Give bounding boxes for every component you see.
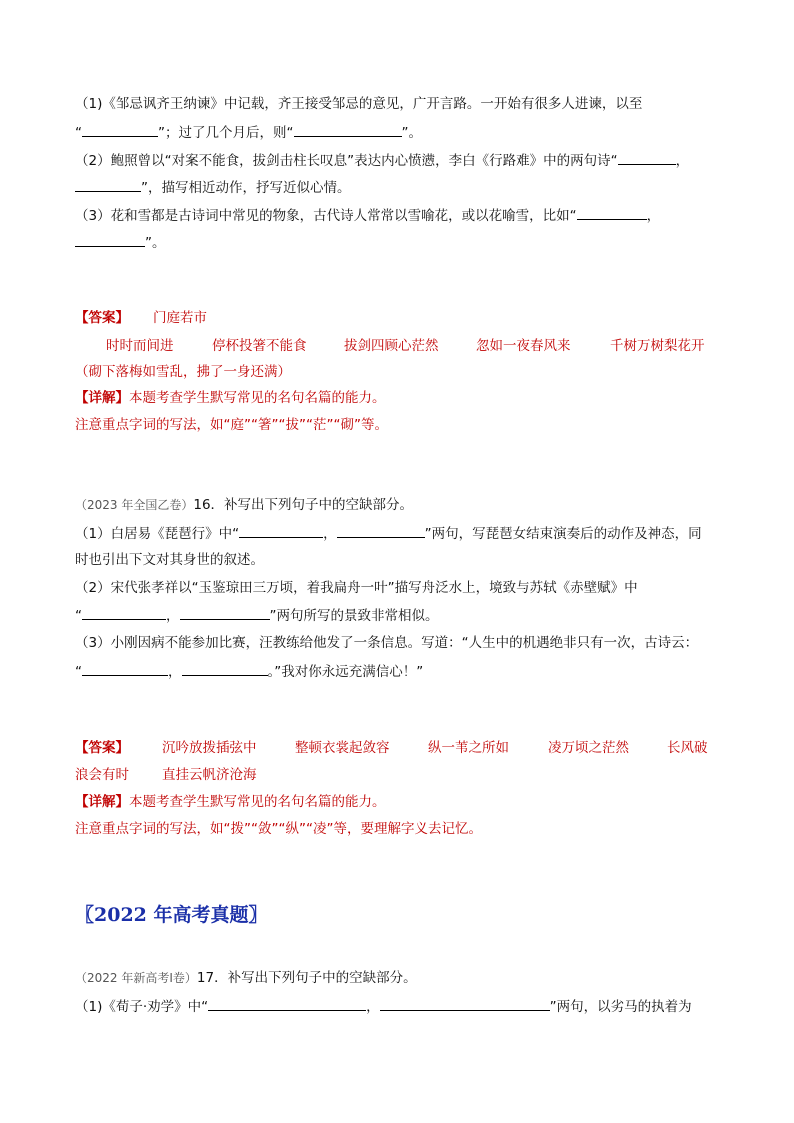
answer-item: 整顿衣裳起敛容 — [295, 740, 390, 756]
question-17-1-line-1: （1)《荀子·劝学》中“ ， ”两句，以劣马的执着为 — [75, 996, 692, 1017]
answer-item: 浪会有时 — [75, 767, 129, 783]
answer-blank[interactable] — [75, 177, 141, 192]
question-source: （2023 年全国乙卷） — [75, 498, 194, 512]
question-3-line-2: ”。 — [75, 232, 166, 253]
answer-item: 停杯投箸不能食 — [212, 338, 307, 354]
answer-item: 凌万顷之茫然 — [548, 740, 629, 756]
answer-item: 拔剑四顾心茫然 — [344, 338, 439, 354]
answer-1-note: 注意重点字词的写法，如“庭”“箸”“拔”“茫”“砌”等。 — [75, 417, 388, 433]
question-16-heading: （2023 年全国乙卷）16．补写出下列句子中的空缺部分。 — [75, 497, 414, 513]
answer-blank[interactable] — [180, 605, 270, 620]
question-source: （2022 年新高考Ⅰ卷） — [75, 971, 197, 985]
question-3-line-1: （3）花和雪都是古诗词中常见的物象，古代诗人常常以雪喻花，或以花喻雪，比如“ ， — [75, 205, 660, 226]
answer-item: （砌下落梅如雪乱，拂了一身还满） — [75, 364, 291, 380]
answer-blank[interactable] — [337, 523, 425, 538]
question-16-2-line-1: （2）宋代张孝祥以“玉鉴琼田三万顷，着我扁舟一叶”描写舟泛水上，境致与苏轼《赤壁赋》中 — [75, 580, 638, 596]
detail-label: 【详解】 — [75, 794, 129, 810]
question-1-line-1: （1)《邹忌讽齐王纳谏》中记载，齐王接受邹忌的意见，广开言路。一开始有很多人进谏，以至 — [75, 96, 643, 112]
answer-item: 直挂云帆济沧海 — [162, 767, 257, 783]
answer-blank[interactable] — [294, 122, 402, 137]
answer-blank[interactable] — [75, 232, 145, 247]
answer-item: 时时而间进 — [106, 338, 174, 354]
answer-blank[interactable] — [380, 996, 550, 1011]
question-16-1-line-2: 时也引出下文对其身世的叙述。 — [75, 552, 264, 568]
section-title: 〖2022 年高考真题〗 — [75, 904, 268, 926]
answer-2-note: 注意重点字词的写法，如“拨”“敛”“纵”“凌”等，要理解字义去记忆。 — [75, 821, 482, 837]
answer-item: 沉吟放拨插弦中 — [162, 740, 257, 756]
question-16-3-line-1: （3）小刚因病不能参加比赛，汪教练给他发了一条信息。写道：“人生中的机遇绝非只有一次，古诗云： — [75, 635, 699, 651]
answer-2-heading — [75, 738, 129, 758]
answer-item: 门庭若市 — [153, 310, 207, 326]
question-16-2-line-2: “ ， ”两句所写的景致非常相似。 — [75, 605, 439, 626]
answer-blank[interactable] — [82, 122, 158, 137]
answer-blank[interactable] — [618, 150, 676, 165]
answer-label: 【答案】 — [75, 740, 129, 756]
answer-blank[interactable] — [182, 661, 268, 676]
answer-blank[interactable] — [82, 605, 166, 620]
question-2-line-1: （2）鲍照曾以“对案不能食，拔剑击柱长叹息”表达内心愤懑，李白《行路难》中的两句诗“ ， — [75, 150, 689, 171]
answer-item: 忽如一夜春风来 — [476, 338, 571, 354]
detail-label: 【详解】 — [75, 390, 129, 406]
answer-blank[interactable] — [82, 661, 168, 676]
answer-2-detail: 【详解】本题考查学生默写常见的名句名篇的能力。 — [75, 794, 386, 810]
answer-item: 纵一苇之所如 — [428, 740, 509, 756]
answer-1-heading — [75, 308, 207, 328]
answer-item: 千树万树梨花开 — [610, 338, 705, 354]
answer-label: 【答案】 — [75, 310, 129, 326]
question-16-3-line-2: “ ， 。”我对你永远充满信心！” — [75, 661, 423, 682]
question-2-line-2: ”，描写相近动作，抒写近似心情。 — [75, 177, 351, 198]
answer-blank[interactable] — [239, 523, 323, 538]
question-17-heading: （2022 年新高考Ⅰ卷）17．补写出下列句子中的空缺部分。 — [75, 970, 417, 986]
answer-blank[interactable] — [577, 205, 647, 220]
answer-1-detail: 【详解】本题考查学生默写常见的名句名篇的能力。 — [75, 390, 386, 406]
answer-item: 长风破 — [667, 740, 708, 756]
question-16-1-line-1: （1）白居易《琵琶行》中“ ， ”两句，写琵琶女结束演奏后的动作及神态，同 — [75, 523, 702, 544]
answer-blank[interactable] — [208, 996, 366, 1011]
question-1-line-2: “ ”；过了几个月后，则“ ”。 — [75, 122, 422, 143]
